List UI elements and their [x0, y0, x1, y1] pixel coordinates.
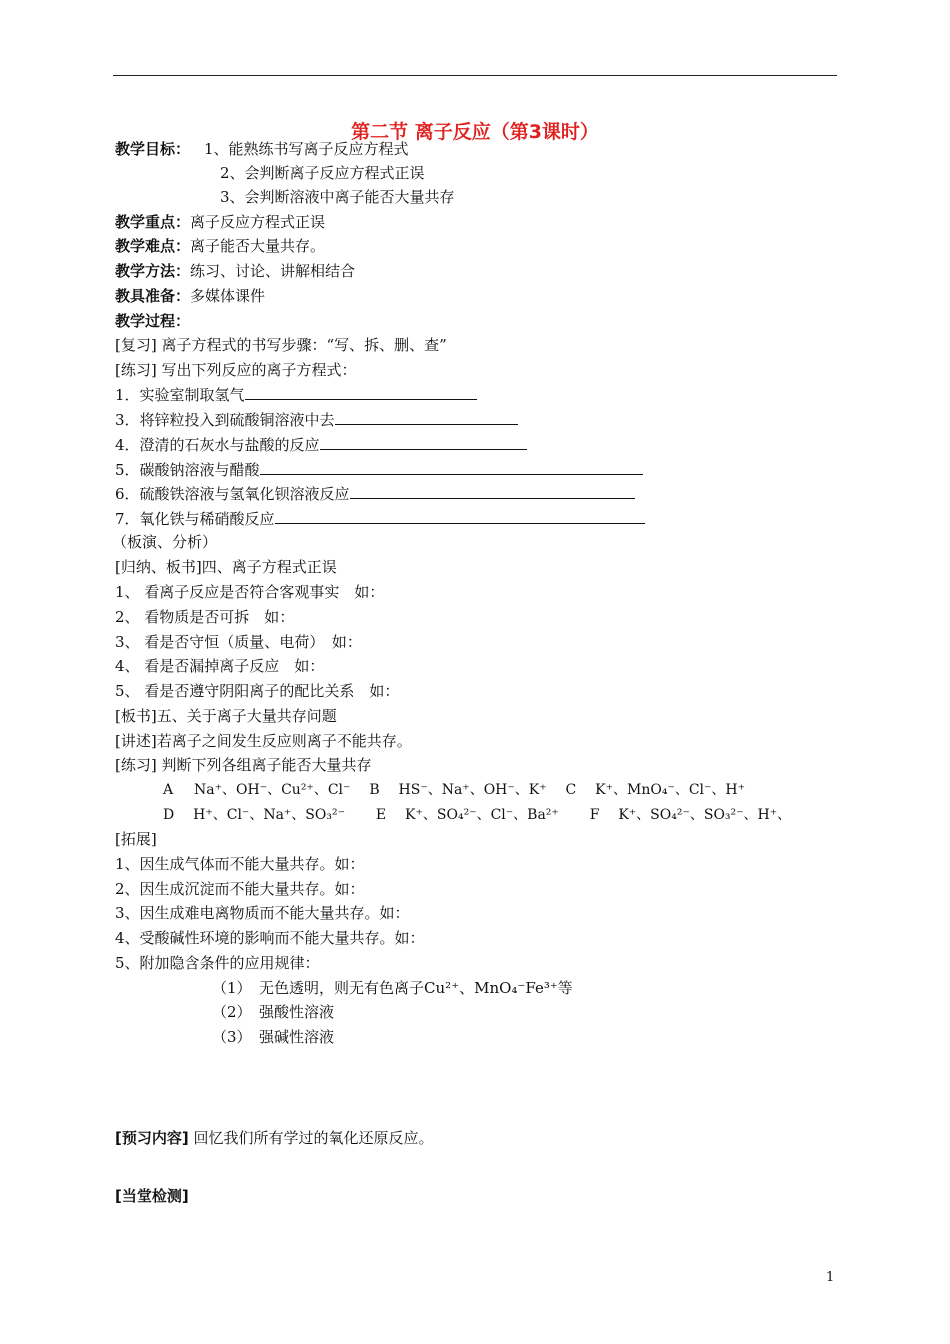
section-5-title: [板书]五、关于离子大量共存问题: [115, 707, 337, 725]
goal-3: 3、会判断溶液中离子能否大量共存: [220, 188, 455, 206]
ion-group-d: H⁺、Cl⁻、Na⁺、SO₃²⁻: [193, 807, 345, 823]
extend-4: 4、受酸碱性环境的影响而不能大量共存。如：: [115, 929, 425, 947]
goals-label: 教学目标：: [115, 140, 191, 158]
method-value: 练习、讨论、讲解相结合: [190, 262, 356, 280]
goal-1: 1、能熟练书写离子反应方程式: [204, 140, 409, 158]
preview-text: 回忆我们所有学过的氧化还原反应。: [193, 1129, 434, 1147]
rule-1: （1） 无色透明，则无有色离子Cu²⁺、MnO₄⁻Fe³⁺等: [212, 979, 573, 997]
goals-row: [115, 138, 409, 160]
exercise-1: [115, 383, 477, 405]
ion-group-f: K⁺、SO₄²⁻、SO₃²⁻、H⁺、: [618, 807, 792, 823]
ion-group-d-label: D: [163, 807, 175, 823]
exercise-6: [115, 482, 635, 504]
page-number: 1: [826, 1270, 835, 1285]
ion-group-c-label: C: [565, 782, 577, 798]
answer-blank: [275, 507, 645, 524]
board-note: （板演、分析）: [112, 533, 218, 551]
key-label: 教学重点：: [115, 213, 191, 231]
ion-group-e-label: E: [375, 807, 387, 823]
header-rule: [113, 75, 837, 76]
preview-row: [115, 1127, 434, 1149]
exercise-text: 1．实验室制取氢气: [115, 386, 245, 404]
extend-5: 5、附加隐含条件的应用规律：: [115, 954, 320, 972]
ion-group-a-label: A: [163, 782, 174, 798]
check-3: 3、 看是否守恒（质量、电荷） 如：: [115, 633, 362, 651]
exercise-text: 6．硫酸铁溶液与氢氧化钡溶液反应: [115, 485, 350, 503]
exercise-text: 3．将锌粒投入到硫酸铜溶液中去: [115, 411, 335, 429]
tools-row: [115, 285, 265, 307]
tools-value: 多媒体课件: [190, 287, 266, 305]
key-value: 离子反应方程式正误: [190, 213, 326, 231]
check-5: 5、 看是否遵守阴阳离子的配比关系 如：: [115, 682, 400, 700]
ion-group-b: HS⁻、Na⁺、OH⁻、K⁺: [398, 782, 547, 798]
check-label: [当堂检测]: [115, 1187, 189, 1205]
extend-2: 2、因生成沉淀而不能大量共存。如：: [115, 880, 365, 898]
preview-label: [预习内容]: [115, 1129, 189, 1147]
check-1: 1、 看离子反应是否符合客观事实 如：: [115, 583, 385, 601]
ion-group-b-label: B: [369, 782, 380, 798]
process-label: 教学过程：: [115, 312, 191, 330]
ion-group-a: Na⁺、OH⁻、Cu²⁺、Cl⁻: [194, 782, 351, 798]
method-row: [115, 260, 355, 282]
method-label: 教学方法：: [115, 262, 191, 280]
exercise-4: [115, 433, 527, 455]
exercise-7: [115, 507, 645, 529]
exercise-3: [115, 408, 518, 430]
ion-group-f-label: F: [589, 807, 600, 823]
answer-blank: [245, 383, 477, 400]
tools-label: 教具准备：: [115, 287, 191, 305]
lecture-text: [讲述]若离子之间发生反应则离子不能共存。: [115, 732, 412, 750]
ion-row-1: [163, 779, 745, 801]
difficulty-row: [115, 235, 325, 257]
rule-3: （3） 强碱性溶液: [212, 1028, 335, 1046]
answer-blank: [260, 458, 643, 475]
answer-blank: [320, 433, 527, 450]
summary-title: [归纳、板书]四、离子方程式正误: [115, 558, 337, 576]
check-4: 4、 看是否漏掉离子反应 如：: [115, 657, 325, 675]
rule-2: （2） 强酸性溶液: [212, 1003, 335, 1021]
extend-title: [拓展]: [115, 830, 157, 848]
ion-row-2: [163, 804, 791, 826]
ion-group-c: K⁺、MnO₄⁻、Cl⁻、H⁺: [595, 782, 746, 798]
check-2: 2、 看物质是否可拆 如：: [115, 608, 295, 626]
difficulty-value: 离子能否大量共存。: [190, 237, 326, 255]
page-title: 第二节 离子反应（第3课时）: [351, 121, 599, 143]
exercise-text: 7．氧化铁与稀硝酸反应: [115, 510, 275, 528]
ion-group-e: K⁺、SO₄²⁻、Cl⁻、Ba²⁺: [405, 807, 559, 823]
exercise-5: [115, 458, 643, 480]
answer-blank: [335, 408, 518, 425]
difficulty-label: 教学难点：: [115, 237, 191, 255]
review-text: [复习] 离子方程式的书写步骤：“写、拆、删、查”: [115, 336, 447, 354]
goal-2: 2、会判断离子反应方程式正误: [220, 164, 425, 182]
practice-intro: [练习] 写出下列反应的离子方程式：: [115, 361, 357, 379]
answer-blank: [350, 482, 635, 499]
practice-2-intro: [练习] 判断下列各组离子能否大量共存: [115, 756, 372, 774]
key-row: [115, 211, 325, 233]
exercise-text: 5．碳酸钠溶液与醋酸: [115, 461, 260, 479]
extend-1: 1、因生成气体而不能大量共存。如：: [115, 855, 365, 873]
exercise-text: 4．澄清的石灰水与盐酸的反应: [115, 436, 320, 454]
extend-3: 3、因生成难电离物质而不能大量共存。如：: [115, 904, 410, 922]
